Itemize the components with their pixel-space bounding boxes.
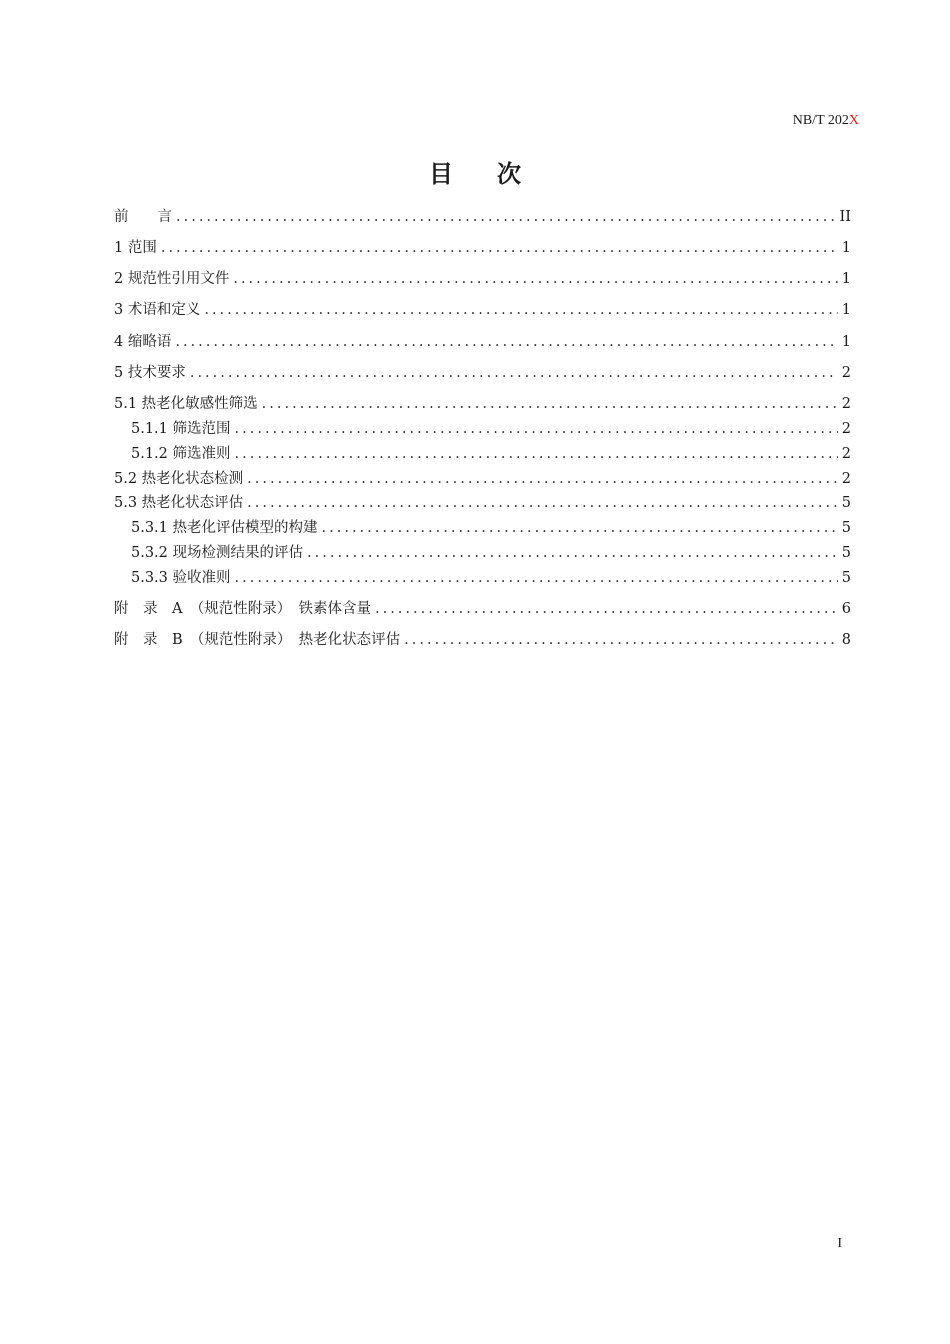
- toc-leader: [235, 569, 838, 587]
- toc-entry-label: 附 录 A （规范性附录） 铁素体含量: [114, 601, 371, 617]
- toc-entry-page: 6: [841, 601, 851, 617]
- toc-leader: [262, 395, 838, 413]
- toc-entry-5-1-1[interactable]: [131, 420, 851, 438]
- toc-entry-label: 4 缩略语: [114, 334, 172, 350]
- toc-entry-label: 前 言: [114, 209, 172, 225]
- toc-entry-page: 1: [841, 271, 851, 287]
- toc-entry-page: 5: [841, 545, 851, 561]
- toc-leader: [190, 364, 838, 382]
- toc-entry-appendix-a[interactable]: [114, 600, 851, 618]
- toc-entry-5-3[interactable]: [114, 494, 851, 512]
- toc-leader: [247, 494, 838, 512]
- toc-entry-label: 5.2 热老化状态检测: [114, 471, 244, 487]
- toc-leader: [204, 301, 837, 319]
- toc-entry-label: 5.1 热老化敏感性筛选: [114, 396, 258, 412]
- toc-entry-5-2[interactable]: [114, 470, 851, 488]
- toc-entry-page: 2: [841, 471, 851, 487]
- toc-entry-label: 5.3.2 现场检测结果的评估: [131, 545, 304, 561]
- toc-entry-label: 2 规范性引用文件: [114, 271, 230, 287]
- toc-entry-5-1[interactable]: [114, 395, 851, 413]
- toc-leader: [175, 333, 837, 351]
- toc-entry-label: 5.3.3 验收准则: [131, 570, 231, 586]
- toc-entry-label: 5.3 热老化状态评估: [114, 495, 244, 511]
- toc-entry-label: 附 录 B （规范性附录） 热老化状态评估: [114, 632, 401, 648]
- toc-entry-3[interactable]: [114, 301, 851, 319]
- toc-entry-5-1-2[interactable]: [131, 445, 851, 463]
- toc-entry-2[interactable]: [114, 270, 851, 288]
- toc-entry-label: 3 术语和定义: [114, 302, 201, 318]
- toc-leader: [322, 519, 838, 537]
- toc-leader: [161, 239, 838, 257]
- toc-leader: [235, 420, 838, 438]
- toc-title: 目次: [429, 160, 565, 188]
- standard-code-suffix: X: [848, 113, 859, 128]
- toc-entry-label: 5.1.1 筛选范围: [131, 421, 231, 437]
- toc-entry-4[interactable]: [114, 333, 851, 351]
- toc-leader: [176, 208, 836, 226]
- standard-code: [793, 113, 859, 129]
- toc-leader: [404, 631, 838, 649]
- toc-leader: [247, 470, 838, 488]
- toc-entry-page: 2: [841, 446, 851, 462]
- toc-entry-page: 1: [841, 302, 851, 318]
- toc-entry-label: 5 技术要求: [114, 365, 186, 381]
- toc-entry-foreword[interactable]: [114, 208, 851, 226]
- toc-entry-5-3-2[interactable]: [131, 544, 851, 562]
- toc-entry-appendix-b[interactable]: [114, 631, 851, 649]
- toc-entry-page: II: [839, 209, 851, 225]
- standard-code-prefix: NB/T 202: [792, 113, 849, 128]
- toc-entry-label: 5.1.2 筛选准则: [131, 446, 231, 462]
- toc-entry-page: 1: [841, 240, 851, 256]
- toc-entry-1[interactable]: [114, 239, 851, 257]
- toc-entry-page: 2: [841, 365, 851, 381]
- toc-leader: [375, 600, 838, 618]
- toc-leader: [233, 270, 837, 288]
- toc-entry-page: 5: [841, 520, 851, 536]
- page-number: I: [837, 1236, 842, 1251]
- toc-entry-5[interactable]: [114, 364, 851, 382]
- toc-entry-label: 5.3.1 热老化评估模型的构建: [131, 520, 318, 536]
- toc-entry-page: 2: [841, 396, 851, 412]
- toc-entry-label: 1 范围: [114, 240, 157, 256]
- toc-leader: [307, 544, 838, 562]
- toc-entry-page: 8: [841, 632, 851, 648]
- toc-entry-5-3-1[interactable]: [131, 519, 851, 537]
- toc-entry-page: 1: [841, 334, 851, 350]
- toc-entry-page: 2: [841, 421, 851, 437]
- toc-entry-5-3-3[interactable]: [131, 569, 851, 587]
- toc-entry-page: 5: [841, 570, 851, 586]
- toc-leader: [235, 445, 838, 463]
- toc-entry-page: 5: [841, 495, 851, 511]
